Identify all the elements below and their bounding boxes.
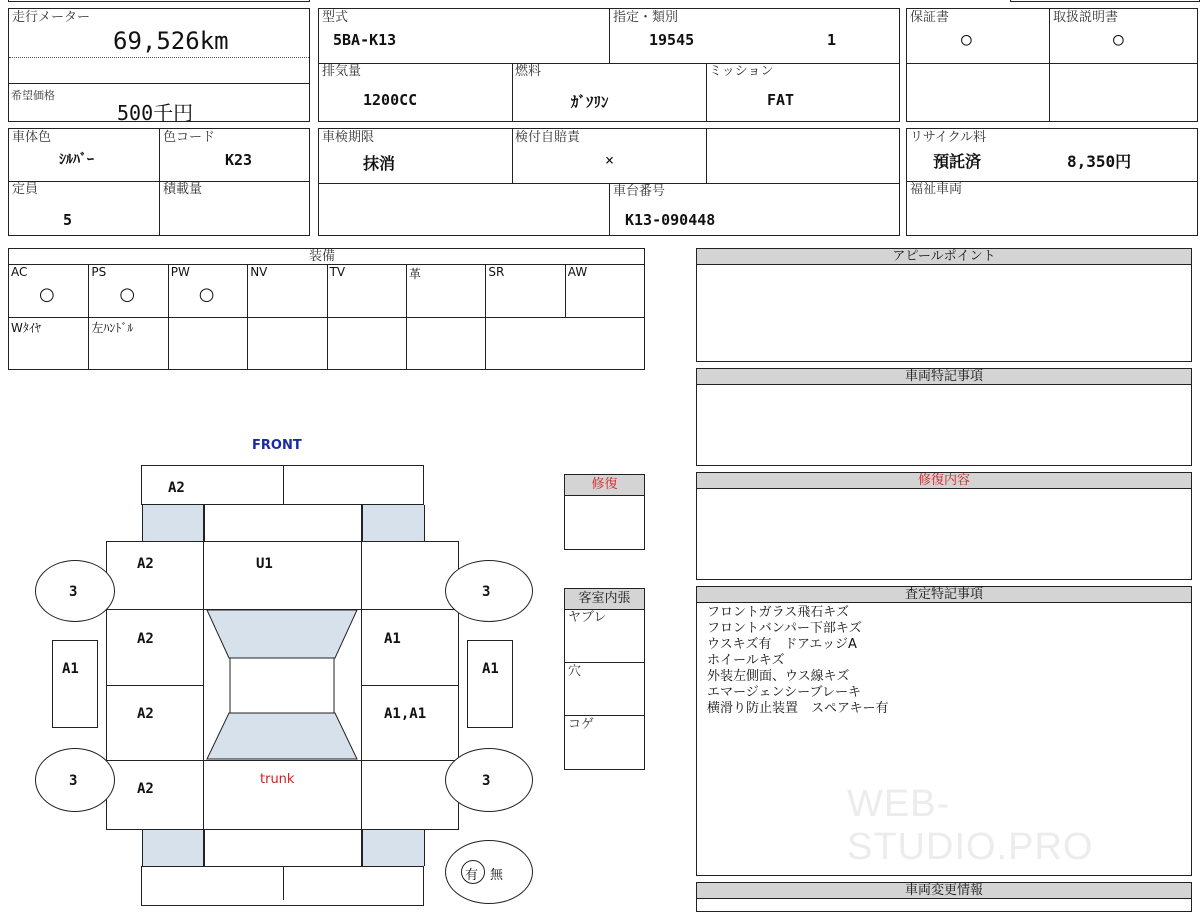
tire-rear-left-mark: 3 (69, 773, 78, 789)
appeal-panel (696, 248, 1192, 362)
equipment-label: PS (91, 265, 107, 279)
capacity-value: 5 (63, 211, 73, 229)
equipment-cell (565, 264, 644, 317)
mileage-label: 走行メーター (12, 10, 91, 25)
transmission-label: ミッション (709, 64, 774, 79)
equipment-label: AC (11, 265, 28, 279)
assessment-line: フロントガラス飛石キズ (707, 605, 849, 620)
equipment-table (8, 248, 645, 370)
equipment-cell (327, 264, 406, 317)
equipment-label: SR (488, 265, 505, 279)
change-info-title: 車両変更情報 (697, 883, 1191, 899)
equipment-cell (485, 317, 564, 369)
assessment-line: ウスキズ有 ドアエッジA (707, 637, 857, 652)
fuel-label: 燃料 (515, 64, 542, 79)
divider (159, 129, 160, 235)
recycle-label: リサイクル料 (910, 130, 987, 145)
recycle-status: 預託済 (933, 152, 982, 171)
docs-box (906, 8, 1198, 122)
equipment-value: ○ (39, 284, 55, 305)
manual-value: ○ (1113, 29, 1124, 50)
front-left-panel (142, 505, 205, 541)
spare-yes: 有 (465, 868, 479, 883)
equipment-label: 左ﾊﾝﾄﾞﾙ (91, 321, 134, 335)
vehicle-notes-title: 車両特記事項 (697, 369, 1191, 385)
divider (512, 129, 513, 183)
warranty-value: ○ (961, 29, 972, 50)
divider (565, 715, 644, 716)
rear-right-panel (362, 830, 425, 866)
assessment-panel (696, 586, 1192, 876)
assessment-line: ホイールキズ (707, 653, 785, 668)
divider (319, 183, 899, 184)
equipment-cell (88, 264, 167, 317)
front-bumper-mark: A2 (168, 480, 185, 496)
divider (565, 662, 644, 663)
manual-label: 取扱説明書 (1053, 10, 1119, 25)
inspection-value: 抹消 (363, 154, 396, 173)
assessment-line: 横滑り防止装置 スペアキー有 (707, 701, 889, 716)
capacity-label: 定員 (12, 182, 39, 197)
cabin-glass (203, 609, 361, 760)
inspection-label: 車検期限 (322, 130, 375, 145)
rear-left-panel (142, 830, 205, 866)
model-value: 5BA-K13 (333, 31, 397, 49)
repair-title: 修復 (565, 475, 644, 496)
insurance-label: 検付自賠責 (515, 130, 581, 145)
tire-front-left-mark: 3 (69, 584, 78, 600)
load-label: 積載量 (163, 182, 203, 197)
body-color-value: ｼﾙﾊﾞｰ (59, 152, 94, 168)
assessment-lines (707, 605, 888, 717)
equipment-label: AW (567, 265, 588, 279)
right-rear-door-mark: A1,A1 (384, 706, 427, 722)
tire-front-right-mark: 3 (482, 584, 491, 600)
equipment-cell (168, 264, 247, 317)
divider (512, 63, 513, 121)
watermark: WEB-STUDIO.PRO (847, 783, 1094, 868)
divider (609, 9, 610, 63)
equipment-cell (88, 317, 167, 369)
color-code-label: 色コード (163, 130, 216, 145)
price-value: 500千円 (117, 101, 194, 125)
tire-rear-right-mark: 3 (482, 773, 491, 789)
interior-item: コゲ (568, 717, 595, 732)
assessment-line: 外装左側面、ウス線キズ (707, 669, 850, 684)
right-sill-mark: A1 (482, 661, 499, 677)
recycle-amount: 8,350円 (1067, 152, 1132, 171)
left-quarter-mark: A2 (137, 781, 154, 797)
divider (319, 63, 899, 64)
right-sill (467, 640, 513, 728)
front-right-panel (362, 505, 425, 541)
category-value: 1 (827, 31, 837, 49)
divider (706, 63, 707, 121)
assessment-title: 査定特記事項 (697, 587, 1191, 603)
divider (907, 63, 1197, 64)
divider (283, 866, 284, 900)
repair-details-panel (696, 472, 1192, 580)
divider (106, 760, 459, 761)
transmission-value: FAT (767, 91, 795, 109)
fuel-value: ｶﾞｿﾘﾝ (571, 93, 609, 111)
equipment-cell (168, 317, 247, 369)
left-front-door-mark: A2 (137, 631, 154, 647)
left-fender-mark: A2 (137, 556, 154, 572)
equipment-cell (9, 264, 88, 317)
body-color-label: 車体色 (12, 130, 52, 145)
equipment-title: 装備 (309, 249, 336, 264)
equipment-label: NV (250, 265, 268, 279)
repair-box (564, 474, 645, 550)
designation-value: 19545 (649, 31, 695, 49)
appeal-title: アピールポイント (697, 249, 1191, 265)
divider (1049, 9, 1050, 121)
repair-details-title: 修復内容 (697, 473, 1191, 489)
equipment-label: 革 (409, 267, 422, 281)
inspection-box (318, 128, 900, 236)
hood-mark: U1 (256, 556, 273, 572)
divider (609, 183, 610, 235)
equipment-label: PW (170, 265, 190, 279)
chassis-label: 車台番号 (613, 184, 666, 199)
equipment-cell (247, 264, 326, 317)
equipment-value: ○ (119, 284, 136, 305)
trunk-lid (203, 830, 362, 866)
divider (106, 685, 203, 686)
equipment-cell (485, 264, 564, 317)
equipment-label: Wﾀｲﾔ (11, 321, 41, 335)
spare-tire (445, 840, 533, 904)
divider (9, 83, 309, 84)
displacement-value: 1200CC (363, 91, 418, 109)
equipment-cell (327, 317, 406, 369)
top-fragment-right (1010, 0, 1200, 2)
vehicle-notes-panel (696, 368, 1192, 466)
designation-label: 指定・類別 (613, 10, 679, 25)
divider (361, 685, 459, 686)
left-sill (52, 640, 98, 728)
interior-item: ヤブレ (568, 610, 607, 625)
front-label: FRONT (252, 438, 302, 453)
equipment-value: ○ (198, 284, 215, 305)
left-sill-mark: A1 (62, 661, 79, 677)
left-rear-door-mark: A2 (137, 706, 154, 722)
divider (283, 465, 284, 505)
mileage-value: 69,526km (113, 27, 229, 55)
welfare-label: 福祉車両 (910, 182, 963, 197)
top-fragment-left (8, 0, 310, 2)
displacement-label: 排気量 (322, 64, 362, 79)
assessment-line: エマージェンシーブレーキ (707, 685, 861, 700)
color-code-value: K23 (225, 151, 253, 169)
interior-box (564, 588, 645, 770)
equipment-label: TV (329, 265, 346, 279)
color-box (8, 128, 310, 236)
trunk-label: trunk (260, 772, 295, 787)
divider (9, 181, 309, 182)
mileage-price-box (8, 8, 310, 125)
price-label: 希望価格 (11, 89, 55, 102)
right-front-door-mark: A1 (384, 631, 401, 647)
insurance-value: × (605, 151, 615, 169)
chassis-value: K13-090448 (625, 211, 716, 229)
hood-top (203, 505, 362, 541)
model-label: 型式 (322, 10, 349, 25)
change-info-panel (696, 882, 1192, 912)
equipment-cell (9, 317, 88, 369)
equipment-cell (406, 264, 485, 317)
equipment-cell (406, 317, 485, 369)
interior-item: 穴 (568, 664, 582, 679)
interior-title: 客室内張 (565, 589, 644, 610)
recycle-box (906, 128, 1198, 236)
warranty-label: 保証書 (910, 10, 950, 25)
assessment-line: フロントバンパー下部キズ (707, 621, 862, 636)
divider (706, 129, 707, 183)
spec-box (318, 8, 900, 122)
divider (9, 57, 309, 58)
spare-no: 無 (490, 868, 504, 883)
equipment-cell (247, 317, 326, 369)
